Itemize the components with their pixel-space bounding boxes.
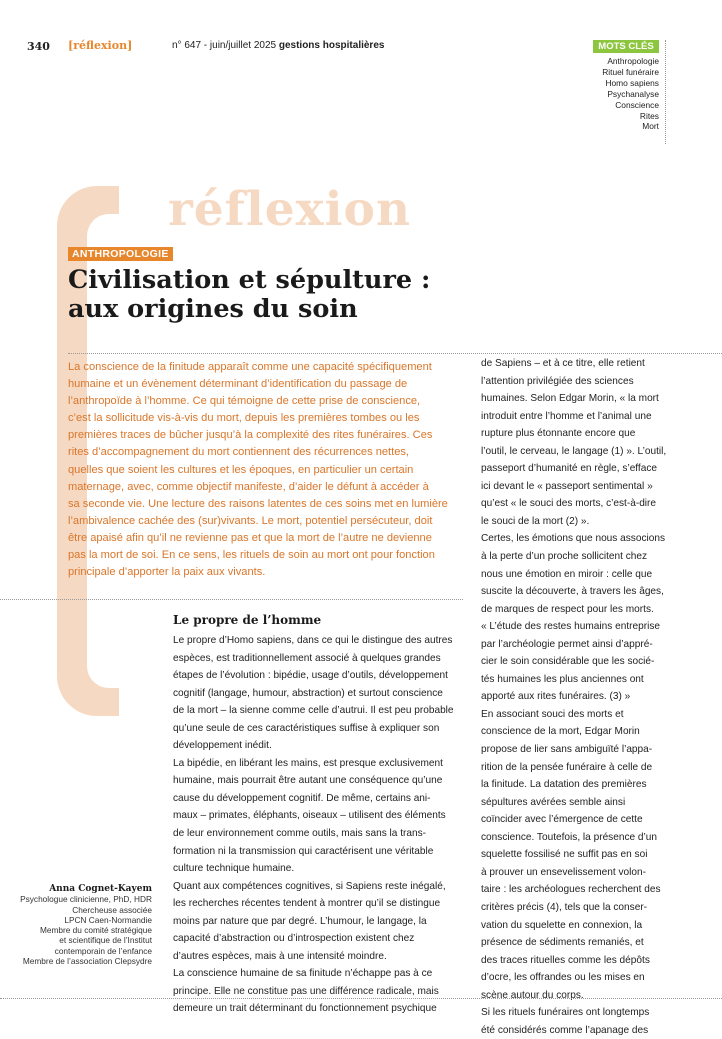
body-line: apporté aux rites funéraires. (3) » xyxy=(481,691,631,703)
issue-number: n° 647 - juin/juillet 2025 xyxy=(172,40,277,51)
divider xyxy=(0,998,722,999)
body-line: rition de la pensée funéraire à celle de xyxy=(481,761,653,773)
body-line: humaines. Selon Edgar Morin, « la mort xyxy=(481,393,659,405)
lead-line: La conscience de la finitude apparaît comme une capacité spécifiquement xyxy=(68,361,432,373)
body-line: La bipédie, en libérant les mains, est presque exclusivement xyxy=(173,757,443,769)
body-line: principe. Elle ne constitue pas une différence radicale, mais xyxy=(173,985,439,997)
body-line: le souci de la mort (2) ». xyxy=(481,515,590,527)
affiliation-line: Membre de l’association Clepsydre xyxy=(22,956,152,967)
body-column-middle xyxy=(173,632,463,1018)
keyword-item: Rituel funéraire xyxy=(602,66,659,77)
body-line: taire : les archéologues recherchent des xyxy=(481,884,661,896)
body-line: cause du développement cognitif. De même, certains ani- xyxy=(173,792,431,804)
body-line: présence de sédiments remaniés, et xyxy=(481,937,644,949)
body-line: l’outil, le cerveau, le langage (1) ». L’outil, xyxy=(481,445,667,457)
divider xyxy=(0,599,463,600)
rubric-label: [réflexion] xyxy=(68,39,133,52)
keywords-divider xyxy=(665,40,666,144)
body-line: de la mort – la sienne comme celle d’autrui. Il est peu probable xyxy=(173,705,454,717)
body-line: à prouver un ensevelissement volon- xyxy=(481,866,646,878)
keyword-item: Rites xyxy=(639,110,659,121)
body-line: tés humaines les plus anciennes ont xyxy=(481,673,644,685)
body-line: En associant souci des morts et xyxy=(481,708,624,720)
lead-line: l’anthropoïde à l’homme. Ce qui témoigne de cette prise de conscience, xyxy=(68,395,421,408)
body-line: Certes, les émotions que nous associons xyxy=(481,533,666,545)
body-line: squelette fossilisé ne suffit pas en soi xyxy=(481,849,648,861)
author-affiliation xyxy=(20,894,152,966)
body-line: propose de lier sans ambiguïté l’appa- xyxy=(481,744,653,756)
body-line: coïncider avec l’émergence de cette xyxy=(481,814,643,826)
affiliation-line: Membre du comité stratégique xyxy=(39,925,152,936)
body-line: espèces, est traditionnellement associé à quelques grandes xyxy=(173,652,441,664)
body-line: maux – primates, éléphants, oiseaux – utilisent des éléments xyxy=(173,810,446,822)
lead-line: être apaisé afin qu’il ne revienne pas et que la mort de l’autre ne devienne xyxy=(68,531,432,544)
body-line: par l’archéologie permet ainsi d’appré- xyxy=(481,638,653,650)
keyword-item: Anthropologie xyxy=(607,56,659,66)
body-line: de Sapiens – et à ce titre, elle retient xyxy=(481,358,645,369)
keywords-title: MOTS CLÉS xyxy=(593,40,659,53)
body-line: moins par nature que par degré. L’humour, le langage, la xyxy=(173,915,427,927)
body-line: qu’une seule de ces caractéristiques suffise à expliquer son xyxy=(173,722,440,734)
keyword-item: Homo sapiens xyxy=(605,77,659,88)
lead-line: humaine et un évènement déterminant d’identification du passage de xyxy=(68,378,408,391)
body-line: de leur environnement comme outils, mais sans la trans- xyxy=(173,828,427,840)
body-line: vation du squelette en connexion, la xyxy=(481,919,643,931)
keyword-item: Conscience xyxy=(615,99,659,110)
article-lead xyxy=(68,359,463,581)
affiliation-line: contemporain de l’enfance xyxy=(54,945,152,956)
page-number: 340 xyxy=(27,40,50,53)
body-line: humaine, mais pourrait être autant une conséquence qu’une xyxy=(173,775,443,787)
body-line: de marques de respect pour les morts. xyxy=(481,603,654,615)
body-line: Si les rituels funéraires ont longtemps xyxy=(481,1007,650,1019)
keyword-item: Mort xyxy=(642,121,659,132)
body-line: conscience de la mort, Edgar Morin xyxy=(481,726,640,738)
lead-line: maternage, avec, comme objectif manifeste, d’aider le défunt à accéder à xyxy=(68,480,429,493)
section-label: ANTHROPOLOGIE xyxy=(68,247,173,261)
keywords-list xyxy=(602,56,659,132)
body-line: développement inédit. xyxy=(173,740,272,752)
body-line: culture technique humaine. xyxy=(173,863,295,875)
keyword-item: Psychanalyse xyxy=(607,88,659,99)
body-line: la finitude. La datation des premières xyxy=(481,779,647,791)
body-line: ici devant le « passeport sentimental » xyxy=(481,480,653,492)
body-line: sépultures avérées semble ainsi xyxy=(481,796,626,808)
body-line: l’attention privilégiée des sciences xyxy=(481,375,634,387)
section-subheading: Le propre de l’homme xyxy=(173,613,322,627)
body-line: formation ni la transmission qui caractérisent une véritable xyxy=(173,845,434,857)
body-line: Quant aux compétences cognitives, si Sapiens reste inégalé, xyxy=(173,880,446,892)
decorative-rubric-word: réflexion xyxy=(168,182,412,237)
lead-line: c’est la sollicitude vis-à-vis du mort, depuis les premières tombes ou les xyxy=(68,412,420,425)
body-line: scène autour du corps. xyxy=(481,989,584,1001)
body-line: à la perte d’un proche sollicitent chez xyxy=(481,551,648,563)
body-line: nous une émotion en miroir : celle que xyxy=(481,568,653,580)
body-line: passeport d’humanité en règle, s’efface xyxy=(481,463,658,475)
lead-line: premières traces de bûcher jusqu’à la complexité des rites funéraires. Ces xyxy=(68,429,433,442)
body-line: cier le soin considérable que les socié- xyxy=(481,656,655,668)
body-line: demeure un trait déterminant du fonctionnement psychique xyxy=(173,1003,437,1015)
body-line: conscience. Toutefois, la présence d’un xyxy=(481,831,658,843)
affiliation-line: Psychologue clinicienne, PhD, HDR xyxy=(20,894,152,905)
body-line: rupture plus étonnante encore que xyxy=(481,428,636,440)
lead-line: principale d’apporter la paix aux vivants. xyxy=(68,566,266,579)
body-line: capacité d’abstraction ou d’introspection existent chez xyxy=(173,933,415,945)
body-line: d’autres espèces, mais à une intensité moindre. xyxy=(173,950,387,962)
body-line: cognitif (langage, humour, abstraction) et surtout conscience xyxy=(173,687,443,699)
title-line: aux origines du soin xyxy=(68,294,358,324)
article-title xyxy=(68,266,628,324)
body-line: des traces rituelles comme les dépôts xyxy=(481,954,650,966)
body-line: suscite la découverte, à travers les âges, xyxy=(481,586,664,598)
author-block xyxy=(20,883,152,966)
title-line: Civilisation et sépulture : xyxy=(68,265,431,295)
divider xyxy=(68,353,722,354)
lead-line: l’ambivalence cachée des (sur)vivants. Le mort, potentiel persécuteur, doit xyxy=(68,514,433,527)
body-line: qu’est « le souci des morts, c’est-à-dire xyxy=(481,498,657,510)
issue-line xyxy=(172,40,384,51)
body-line: d’ocre, les offrandes ou les mises en xyxy=(481,972,645,984)
affiliation-line: et scientifique de l’Institut xyxy=(59,935,152,946)
lead-line: pas la mort de soi. En ce sens, les rituels de soin au mort ont pour fonction xyxy=(68,549,435,562)
lead-line: sa seconde vie. Une lecture des raisons latentes de ces soins met en lumière xyxy=(68,497,448,510)
body-line: « L’étude des restes humains entreprise xyxy=(481,621,660,633)
body-line: La conscience humaine de sa finitude n’échappe pas à ce xyxy=(173,968,433,980)
body-line: les recherches récentes tendent à montrer qu’il se distingue xyxy=(173,898,441,910)
body-line: Le propre d’Homo sapiens, dans ce qui le distingue des autres xyxy=(173,635,453,646)
lead-line: rites d’accompagnement du mort contiennent des récurrences nettes, xyxy=(68,446,410,459)
journal-name: gestions hospitalières xyxy=(278,40,385,51)
body-line: étapes de l’évolution : bipédie, usage d’outils, développement xyxy=(173,670,448,682)
body-column-right xyxy=(481,355,669,1039)
author-name: Anna Cognet-Kayem xyxy=(49,884,152,894)
affiliation-line: Chercheuse associée xyxy=(72,904,152,915)
body-line: critères précis (4), tels que la conser- xyxy=(481,901,648,913)
affiliation-line: LPCN Caen-Normandie xyxy=(64,914,152,925)
lead-line: quelles que soient les cultures et les époques, en particulier un certain xyxy=(68,463,414,476)
body-line: été considérés comme l’apanage des xyxy=(481,1024,649,1036)
body-line: introduit entre l’homme et l’animal une xyxy=(481,410,652,422)
